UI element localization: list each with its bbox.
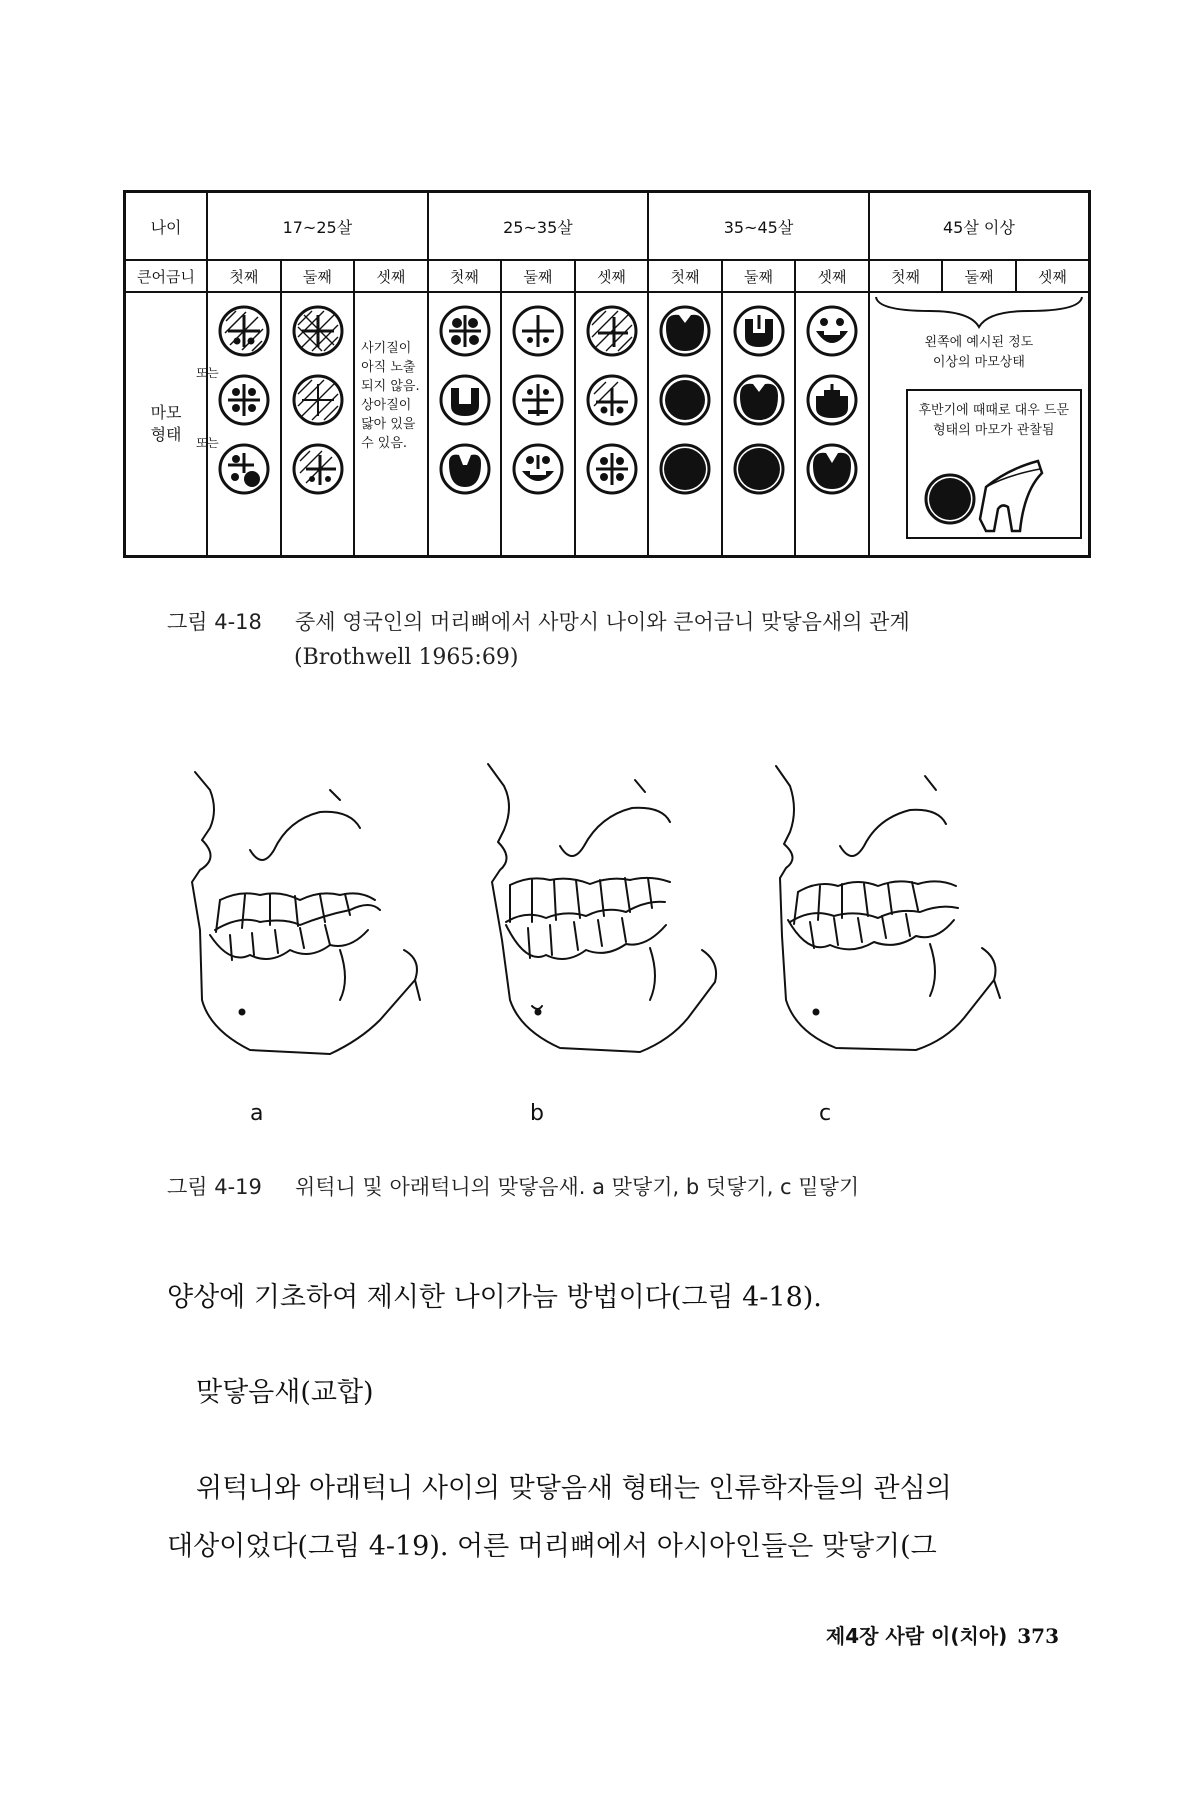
molar-label: 둘째 [501,260,575,292]
body-line: 양상에 기초하여 제시한 나이가늠 방법이다(그림 4-18). [167,1282,822,1313]
molar-label: 셋째 [1016,260,1090,292]
molar-crown-light-wear [294,445,342,493]
molar-crown-heavy-wear [808,445,856,493]
jaw-drawing-overbite [488,764,716,1052]
molar-crown-heavy-wear [661,307,709,355]
molar-crown-full-dentine [661,445,709,493]
or-label: 또는 [196,366,219,380]
molar-crown-unworn-hatched [294,376,342,424]
molar-crown-full-dentine [926,475,974,523]
molar-crown-hatched-cross [220,307,268,355]
figure-number: 그림 4-18 [167,610,262,634]
molar-wear-drawings [282,293,355,555]
molar-wear-table [123,190,1091,558]
body-line: 대상이었다(그림 4-19). 어른 머리뼈에서 아시아인들은 맞닿기(그 [167,1531,937,1562]
molar-label: 둘째 [942,260,1016,292]
figure-caption [167,606,1067,636]
wear-pattern-header [125,292,208,557]
molar-crown-dentine-band [735,307,783,355]
wear-cell [722,292,796,557]
molar-label: 첫째 [428,260,502,292]
molar-crown-cross-dots [514,376,562,424]
molar-wear-drawings [796,293,869,555]
age-group-4: 45살 이상 [869,192,1090,261]
wear-cell [501,292,575,557]
panel-label-a: a [250,1101,264,1126]
molar-label: 셋째 [354,260,428,292]
occlusion-illustrations [180,750,1060,1080]
rare-wear-drawing [908,391,1080,537]
molar-crown-hatched [588,307,636,355]
molar-crown-hatched-dots [588,376,636,424]
molar-label: 첫째 [869,260,943,292]
molar-crown-unworn-hatched [294,307,342,355]
figure-citation: (Brothwell 1965:69) [294,645,519,670]
age-group-1: 17~25살 [207,192,428,261]
molar-crown-dentine-patch [220,445,268,493]
figure-number: 그림 4-19 [167,1175,262,1199]
molar-label: 둘째 [722,260,796,292]
molar-crown-full-dentine [735,445,783,493]
third-molar-note: 사기질이 아직 노출 되지 않음. 상아질이 닳아 있을 수 있음. [361,341,420,451]
age-group-2: 25~35살 [428,192,649,261]
page-number: 373 [1017,1624,1059,1648]
molar-crown-dentine-band [441,376,489,424]
molar-wear-drawings [429,293,502,555]
section-heading: 맞닿음새(교합) [196,1377,374,1408]
wear-cell [575,292,649,557]
wear-cell [648,292,722,557]
running-footer [826,1620,1059,1649]
molar-label: 셋째 [795,260,869,292]
wear-cell [428,292,502,557]
oldest-group-note: 왼쪽에 예시된 정도 이상의 마모상태 [924,335,1034,370]
tooth-side-view [980,461,1042,531]
panel-label-c: c [819,1101,832,1126]
molar-crown-heavy-wear [735,376,783,424]
panel-label-b: b [530,1101,544,1126]
molar-crown-smile-pattern [514,445,562,493]
molar-crown-dots-cross [220,376,268,424]
molar-wear-drawings [208,293,281,555]
molar-label: 첫째 [207,260,281,292]
figure-caption [167,1171,1067,1201]
jaw-drawing-underbite [776,766,1000,1050]
molar-crown-cross [514,307,562,355]
molar-label: 둘째 [281,260,355,292]
caption-text: 중세 영국인의 머리뼈에서 사망시 나이와 큰어금니 맞닿음새의 관계 [295,610,910,634]
rare-wear-box [906,389,1082,539]
wear-cell [196,292,281,557]
molar-wear-drawings [502,293,575,555]
molar-crown-smile-pattern [808,307,856,355]
molar-label: 첫째 [648,260,722,292]
molar-wear-drawings [723,293,796,555]
molar-header: 큰어금니 [125,260,208,292]
chapter-title: 제4장 사람 이(치아) [825,1624,1008,1648]
caption-text: 위턱니 및 아래턱니의 맞닿음새. a 맞닿기, b 덧닿기, c 밑닿기 [295,1175,860,1199]
age-header: 나이 [125,192,208,261]
molar-wear-drawings [576,293,649,555]
wear-cell [281,292,355,557]
molar-crown-cupped [441,445,489,493]
jaw-drawing-edge-to-edge [192,772,420,1054]
or-label: 또는 [196,436,219,450]
molar-label: 셋째 [575,260,649,292]
rare-wear-note: 후반기에 때때로 대우 드문 형태의 마모가 관찰됨 [918,403,1070,438]
molar-crown-full-dentine [661,376,709,424]
wear-cell [354,292,428,557]
molar-crown-dentine-band [808,376,856,424]
curly-brace [870,293,1089,333]
wear-cell [795,292,869,557]
age-group-3: 35~45살 [648,192,869,261]
body-line: 위턱니와 아래턱니 사이의 맞닿음새 형태는 인류학자들의 관심의 [196,1473,952,1504]
molar-wear-drawings [649,293,722,555]
molar-crown-dentine-islands [441,307,489,355]
molar-crown-dots-cross [588,445,636,493]
wear-header-text: 마모 형태 [150,403,182,444]
wear-cell-oldest [869,292,1090,557]
